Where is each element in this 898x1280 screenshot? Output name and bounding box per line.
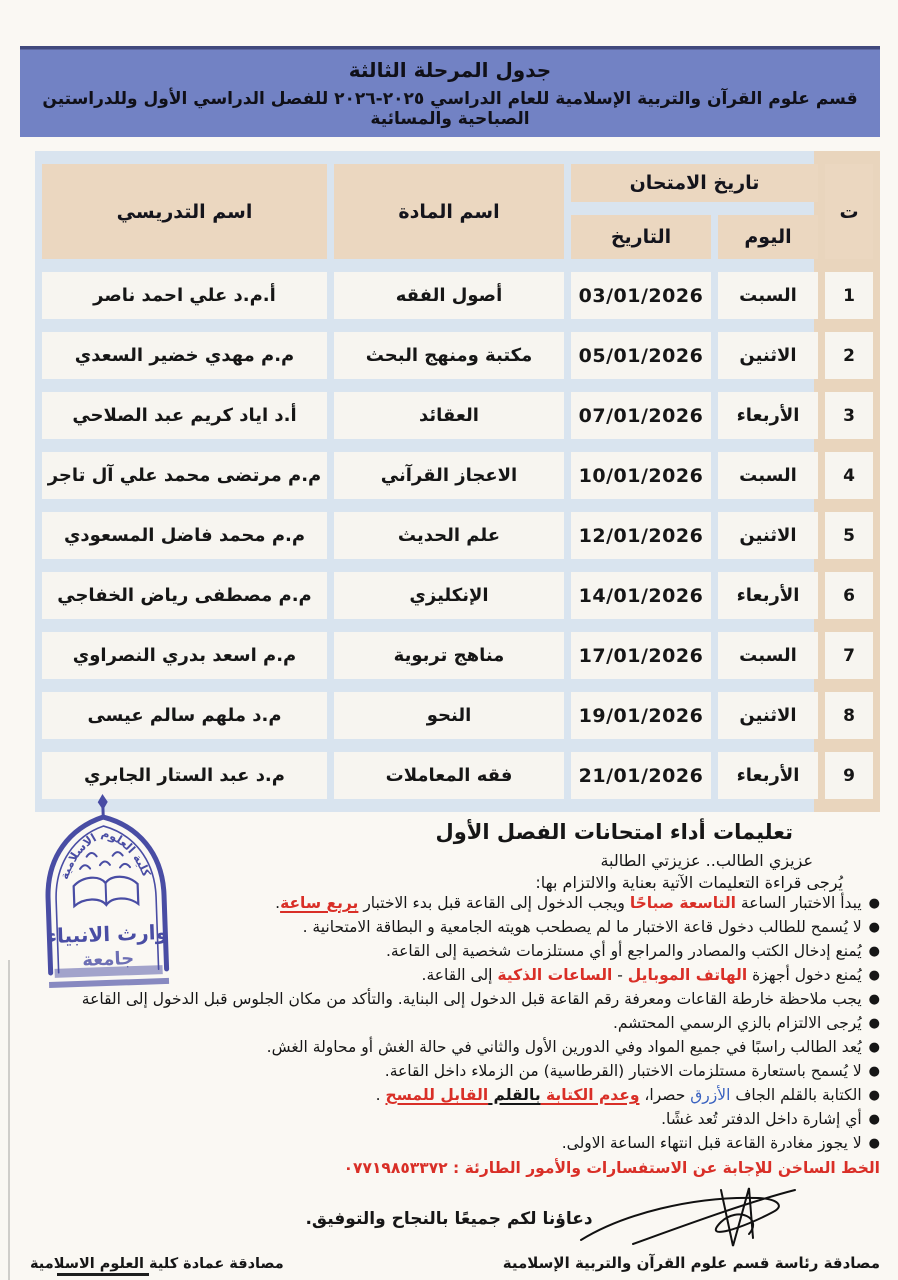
- header-band: [20, 46, 880, 137]
- table-row: [42, 332, 873, 379]
- instruction-item: [30, 1084, 880, 1108]
- cell-date: 05/01/2026: [571, 332, 711, 379]
- svg-text:وارث الانبياء: وارث الانبياء: [46, 919, 169, 949]
- cell-instructor: م.م مصطفى رياض الخفاجي: [42, 572, 327, 619]
- schedule-table-wrap: [35, 151, 880, 812]
- cell-day: الاثنين: [718, 692, 818, 739]
- svg-text:جامعة: جامعة: [81, 948, 135, 971]
- instruction-text: يُعد الطالب راسبًا في جميع المواد وفي الدورين الأول والثاني في حالة الغش أو محاولة الغش.: [266, 1038, 862, 1056]
- instruction-text: لا يُسمح باستعارة مستلزمات الاختبار (القرطاسية) من الزملاء داخل القاعة.: [384, 1062, 862, 1080]
- bullet-icon: ●: [868, 1016, 880, 1031]
- dean-approval-text: مصادقة عمادة كلية العلوم الاسلامية: [30, 1256, 284, 1272]
- cell-date: 12/01/2026: [571, 512, 711, 559]
- university-stamp-icon: [22, 790, 189, 1000]
- cell-day: الاثنين: [718, 512, 818, 559]
- instruction-text: لا يُسمح للطالب دخول قاعة الاختبار ما لم يصطحب هويته الجامعية و البطاقة الامتحانية .: [302, 918, 862, 936]
- cell-num: 5: [825, 512, 873, 559]
- bullet-icon: ●: [868, 992, 880, 1007]
- cell-instructor: م.م مهدي خضير السعدي: [42, 332, 327, 379]
- cell-num: 1: [825, 272, 873, 319]
- table-row: [42, 692, 873, 739]
- cell-day: الاثنين: [718, 332, 818, 379]
- instruction-text: أي إشارة داخل الدفتر تُعد غشًا.: [661, 1110, 862, 1128]
- table-row: [42, 572, 873, 619]
- page-subtitle: قسم علوم القرآن والتربية الإسلامية للعام الدراسي ٢٠٢٥-٢٠٢٦ للفصل الدراسي الأول وللدراستين الصباحية والمسائية: [42, 89, 858, 129]
- cell-date: 03/01/2026: [571, 272, 711, 319]
- cell-subject: الإنكليزي: [334, 572, 564, 619]
- bullet-icon: ●: [868, 968, 880, 983]
- exam-schedule-table: [35, 151, 880, 812]
- closing-prayer: دعاؤنا لكم جميعًا بالنجاح والتوفيق.: [305, 1209, 593, 1229]
- dept-approval-text: مصادقة رئاسة قسم علوم القرآن والتربية الإسلامية: [502, 1254, 880, 1272]
- table-row: [42, 392, 873, 439]
- col-header-day: اليوم: [718, 215, 818, 259]
- cell-instructor: م.د عبد الستار الجابري: [42, 752, 327, 799]
- instruction-text: الكتابة بالقلم الجاف الأزرق حصرا، وعدم الكتابة بالقلم القابل للمسح .: [375, 1086, 862, 1104]
- cell-instructor: أ.د اياد كريم عبد الصلاحي: [42, 392, 327, 439]
- cell-date: 17/01/2026: [571, 632, 711, 679]
- table-row: [42, 632, 873, 679]
- bullet-icon: ●: [868, 1040, 880, 1055]
- cell-instructor: م.م مرتضى محمد علي آل تاجر: [42, 452, 327, 499]
- bullet-icon: ●: [868, 920, 880, 935]
- instructions-intro: يُرجى قراءة التعليمات الآتية بعناية والالتزام بها:: [535, 873, 843, 892]
- cell-instructor: م.د ملهم سالم عيسى: [42, 692, 327, 739]
- cell-num: 4: [825, 452, 873, 499]
- cell-date: 21/01/2026: [571, 752, 711, 799]
- instruction-item: [30, 1132, 880, 1156]
- cell-instructor: أ.م.د علي احمد ناصر: [42, 272, 327, 319]
- bullet-icon: ●: [868, 1064, 880, 1079]
- cell-instructor: م.م محمد فاضل المسعودي: [42, 512, 327, 559]
- cell-subject: العقائد: [334, 392, 564, 439]
- instructions-greeting: عزيزي الطالب.. عزيزتي الطالبة: [600, 851, 813, 870]
- scan-artifact-edge: [8, 960, 10, 1280]
- col-header-exam-date: تاريخ الامتحان: [571, 164, 818, 202]
- col-header-instructor: اسم التدريسي: [42, 164, 327, 259]
- cell-num: 8: [825, 692, 873, 739]
- cell-num: 7: [825, 632, 873, 679]
- signature-scribble: [573, 1184, 803, 1254]
- cell-subject: مناهج تربوية: [334, 632, 564, 679]
- cell-date: 07/01/2026: [571, 392, 711, 439]
- bullet-icon: ●: [868, 1088, 880, 1103]
- cell-day: السبت: [718, 632, 818, 679]
- cell-subject: علم الحديث: [334, 512, 564, 559]
- instruction-text: يبدأ الاختبار الساعة التاسعة صباحًا ويجب الدخول إلى القاعة قبل بدء الاختبار بربع ساعة.: [275, 894, 862, 912]
- cell-subject: أصول الفقه: [334, 272, 564, 319]
- cell-subject: النحو: [334, 692, 564, 739]
- cell-day: السبت: [718, 272, 818, 319]
- instruction-text: يُمنع إدخال الكتب والمصادر والمراجع أو أي مستلزمات شخصية إلى القاعة.: [385, 942, 862, 960]
- instruction-text: لا يجوز مغادرة القاعة قبل انتهاء الساعة الاولى.: [561, 1134, 862, 1152]
- cell-day: الأربعاء: [718, 392, 818, 439]
- cell-instructor: م.م اسعد بدري النصراوي: [42, 632, 327, 679]
- bullet-icon: ●: [868, 1136, 880, 1151]
- col-header-subject: اسم المادة: [334, 164, 564, 259]
- col-header-num: ت: [825, 164, 873, 259]
- instruction-item: [30, 1108, 880, 1132]
- table-row: [42, 452, 873, 499]
- cell-num: 6: [825, 572, 873, 619]
- cell-subject: الاعجاز القرآني: [334, 452, 564, 499]
- instruction-item: [30, 1060, 880, 1084]
- cell-date: 10/01/2026: [571, 452, 711, 499]
- svg-text:كلية العلوم الاسلامية: كلية العلوم الاسلامية: [56, 825, 154, 882]
- page-title: جدول المرحلة الثالثة: [348, 58, 552, 82]
- footer-signatures: [30, 1254, 880, 1272]
- cell-subject: مكتبة ومنهج البحث: [334, 332, 564, 379]
- cell-day: السبت: [718, 452, 818, 499]
- cell-num: 3: [825, 392, 873, 439]
- cell-num: 2: [825, 332, 873, 379]
- scan-artifact-line: [57, 1273, 149, 1276]
- instruction-item: [30, 1036, 880, 1060]
- col-header-date: التاريخ: [571, 215, 711, 259]
- table-row: [42, 272, 873, 319]
- table-header-row-1: [42, 164, 873, 202]
- bullet-icon: ●: [868, 896, 880, 911]
- cell-day: الأربعاء: [718, 572, 818, 619]
- instruction-item: [30, 1012, 880, 1036]
- instructions-title: تعليمات أداء امتحانات الفصل الأول: [435, 820, 793, 844]
- instruction-text: يجب ملاحظة خارطة القاعات ومعرفة رقم القاعة قبل الدخول إلى البناية. والتأكد من مكان الجلوس قبل الدخول إلى القاعة: [81, 990, 862, 1008]
- hotline-text: الخط الساخن للإجابة عن الاستفسارات والأمور الطارئة : ٠٧٧١٩٨٥٣٣٧٢: [343, 1159, 880, 1177]
- cell-date: 19/01/2026: [571, 692, 711, 739]
- cell-num: 9: [825, 752, 873, 799]
- cell-date: 14/01/2026: [571, 572, 711, 619]
- instruction-text: يُرجى الالتزام بالزي الرسمي المحتشم.: [612, 1014, 862, 1032]
- bullet-icon: ●: [868, 1112, 880, 1127]
- cell-day: الأربعاء: [718, 752, 818, 799]
- instruction-text: يُمنع دخول أجهزة الهاتف الموبايل - الساعات الذكية إلى القاعة.: [421, 966, 862, 984]
- bullet-icon: ●: [868, 944, 880, 959]
- cell-subject: فقه المعاملات: [334, 752, 564, 799]
- table-row: [42, 512, 873, 559]
